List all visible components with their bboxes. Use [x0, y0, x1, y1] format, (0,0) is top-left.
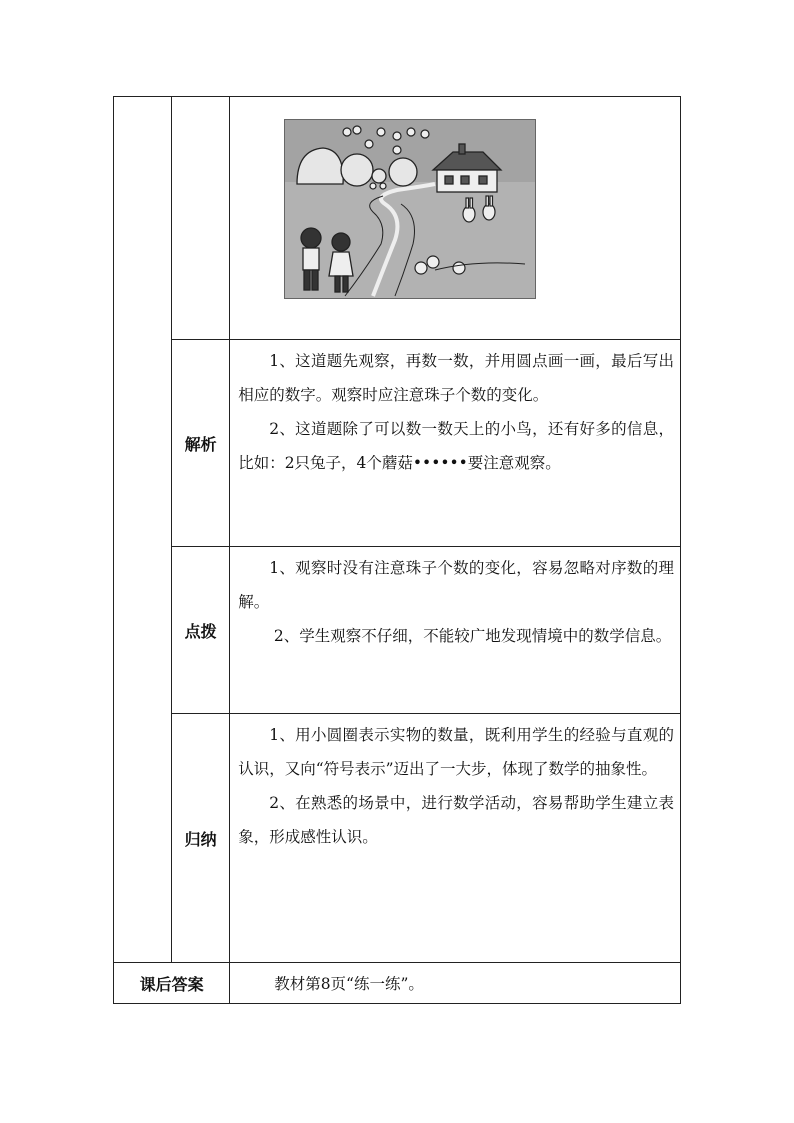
summary-content	[230, 714, 681, 963]
scene-drawing	[285, 120, 535, 298]
analysis-content	[230, 340, 681, 547]
summary-label: 归纳	[172, 714, 230, 963]
answer-row	[114, 963, 681, 1004]
tips-content	[230, 547, 681, 714]
summary-row	[114, 714, 681, 963]
tips-label: 点拨	[172, 547, 230, 714]
analysis-row	[114, 340, 681, 547]
lesson-table	[113, 96, 681, 1004]
illustration-row	[114, 97, 681, 340]
blank-label-cell	[172, 97, 230, 340]
tips-paragraph-2: 2、学生观察不仔细，不能较广地发现情境中的数学信息。	[273, 627, 672, 645]
blank-merged-cell	[114, 97, 172, 963]
tips-paragraph-1: 1、观察时没有注意珠子个数的变化，容易忽略对序数的理解。	[238, 559, 674, 611]
answer-text: 教材第8页“练一练”。	[230, 963, 681, 1004]
scene-illustration	[284, 119, 536, 299]
illustration-cell	[230, 97, 681, 340]
summary-paragraph-2: 2、在熟悉的场景中，进行数学活动，容易帮助学生建立表象，形成感性认识。	[238, 794, 674, 846]
analysis-paragraph-2: 2、这道题除了可以数一数天上的小鸟，还有好多的信息，比如：2只兔子，4个蘑菇••••••要注意观察。	[238, 420, 674, 472]
answer-label: 课后答案	[114, 963, 230, 1004]
analysis-label: 解析	[172, 340, 230, 547]
analysis-paragraph-1: 1、这道题先观察，再数一数，并用圆点画一画，最后写出相应的数字。观察时应注意珠子个数的变化。	[238, 352, 674, 404]
tips-row	[114, 547, 681, 714]
summary-paragraph-1: 1、用小圆圈表示实物的数量，既利用学生的经验与直观的认识，又向“符号表示”迈出了一大步，体现了数学的抽象性。	[238, 726, 674, 778]
